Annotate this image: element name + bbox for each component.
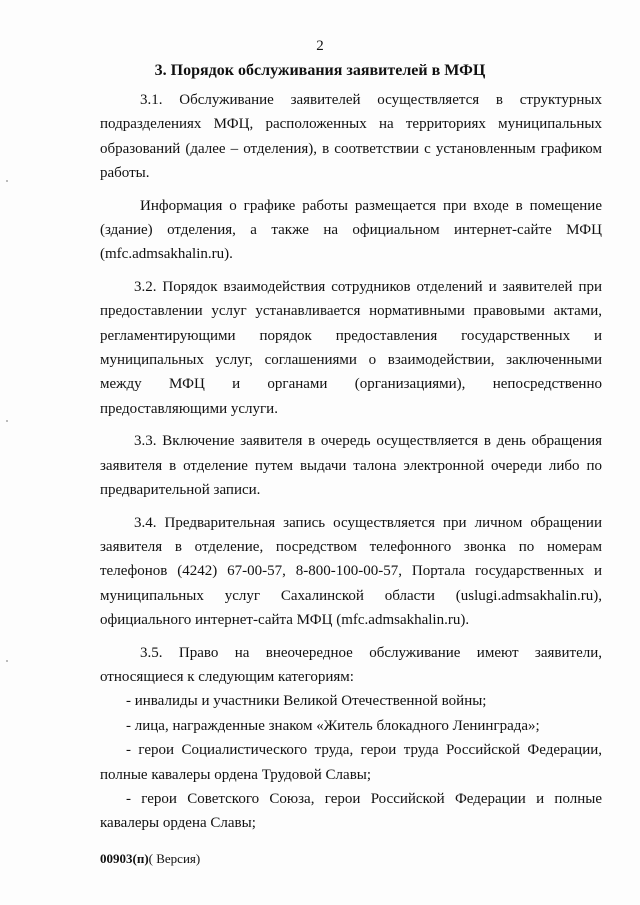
paragraph-3-5: 3.5. Право на внеочередное обслуживание имеют заявители, относящиеся к следующим категориям: <box>100 644 602 685</box>
document-body <box>100 88 602 836</box>
paragraph-schedule-info: Информация о графике работы размещается при входе в помещение (здание) отделения, а также на официальном интернет-сайте МФЦ (mfc.admsakhalin.ru). <box>100 197 602 263</box>
paragraph-3-1: 3.1. Обслуживание заявителей осуществляется в структурных подразделениях МФЦ, расположенных на территориях муниципальных образований (далее – отделения), в соответствии с установленным графиком работы. <box>100 92 602 182</box>
footer-version: ( Версия) <box>148 851 201 866</box>
list-item: - герои Советского Союза, герои Российской Федерации и полные кавалеры ордена Славы; <box>100 790 602 832</box>
scan-artifact <box>6 180 8 182</box>
document-footer <box>100 851 200 867</box>
section-heading: 3. Порядок обслуживания заявителей в МФЦ <box>154 62 486 79</box>
footer-code: 00903(п) <box>100 851 149 866</box>
paragraph-3-2: 3.2. Порядок взаимодействия сотрудников отделений и заявителей при предоставлении услуг устанавливается нормативными правовыми актами, регламентирующими порядок предоставления государственных и муниципальных услуг, соглашениями о взаимодействии, заключенными между МФЦ и органами (организациями), непосредственно предоставляющими услуги. <box>100 278 602 417</box>
paragraph-3-3: 3.3. Включение заявителя в очередь осуществляется в день обращения заявителя в отделение путем выдачи талона электронной очереди либо по предварительной записи. <box>100 433 602 499</box>
list-item: - инвалиды и участники Великой Отечественной войны; <box>126 693 487 710</box>
scan-artifact <box>6 660 8 662</box>
list-item: - герои Социалистического труда, герои труда Российской Федерации, полные кавалеры ордена Трудовой Славы; <box>100 742 602 783</box>
paragraph-3-4: 3.4. Предварительная запись осуществляется при личном обращении заявителя в отделение, посредством телефонного звонка по номерам телефонов (4242) 67-00-57, 8-800-100-00-57, Портала государственных и муниципальных услуг Сахалинской области (uslugi.admsakhalin.ru), официального интернет-сайта МФЦ (mfc.admsakhalin.ru). <box>100 514 602 629</box>
scan-artifact <box>6 420 8 422</box>
page-number: 2 <box>316 38 324 54</box>
list-item: - лица, награжденные знаком «Житель блокадного Ленинграда»; <box>126 717 540 734</box>
